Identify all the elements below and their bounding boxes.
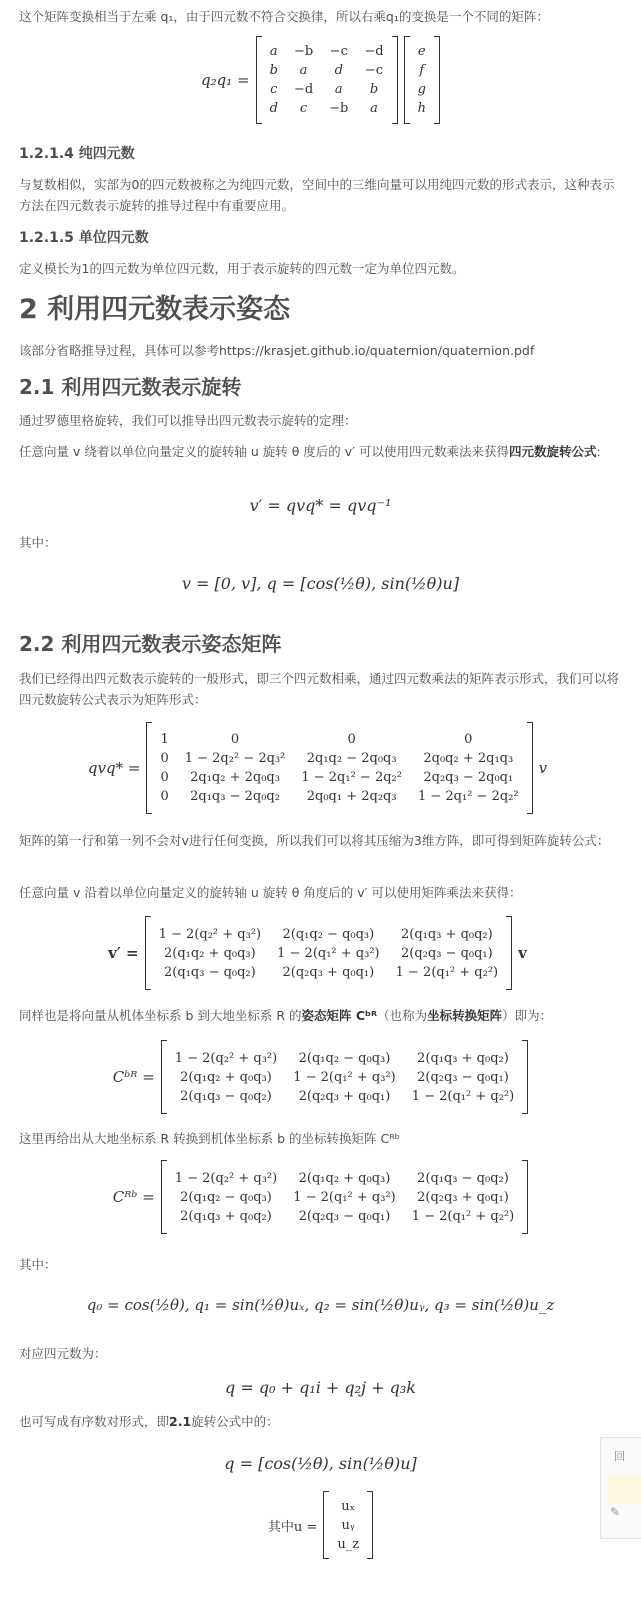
widget-panel[interactable] <box>608 1475 641 1503</box>
matrix-cell: g <box>417 82 426 97</box>
vector-efgh <box>410 42 434 118</box>
matrix-cell: u_z <box>337 1536 360 1552</box>
matrix-cell: 2(q₁q₃ + q₀q₂) <box>417 1050 509 1066</box>
crb-paragraph: 这里再给出从大地坐标系 R 转换到机体坐标系 b 的坐标转换矩阵 Cᴿᵇ <box>19 1131 401 1146</box>
matrix-cell: e <box>417 44 426 59</box>
where-label-1: 其中： <box>19 535 57 550</box>
reference-paragraph: 该部分省略推导过程，具体可以参考https://krasjet.github.io/quaternion/quaternion.pdf <box>19 343 535 358</box>
matrix-cell: 2(q₂q₃ − q₀q₁) <box>298 1208 391 1224</box>
matrix-cell: d <box>334 63 343 78</box>
matrix-cell: c <box>299 101 308 116</box>
matrix-cell: a <box>269 44 278 59</box>
matrix-row <box>152 768 526 787</box>
matrix-row <box>410 99 434 118</box>
matrix-cell: uᵧ <box>341 1517 355 1533</box>
matrix-cell: 1 − 2(q₁² + q₃²) <box>277 945 380 961</box>
matrix-row <box>410 61 434 80</box>
matrix-row <box>167 1068 523 1087</box>
matrix-cell: 0 <box>160 751 169 766</box>
matrix-row <box>151 944 507 963</box>
matrix-cell: a <box>334 82 343 97</box>
attitude-matrix-paragraph: 同样也是将向量从机体坐标系 b 到大地坐标系 R 的姿态矩阵 Cᵇᴿ（也称为坐标转换矩阵）即为： <box>19 1008 553 1023</box>
matrix-cell: −b <box>293 44 314 59</box>
matrix-cell: 2(q₂q₃ + q₀q₁) <box>298 1088 391 1104</box>
matrix-cell: 2q₁q₃ − 2q₀q₂ <box>190 789 280 804</box>
matrix-cell: d <box>269 101 278 116</box>
matrix-cell: a <box>299 63 308 78</box>
matrix-cell: 1 − 2(q₂² + q₃²) <box>158 926 262 942</box>
matrix-cell: 2(q₁q₂ − q₀q₃) <box>282 926 375 942</box>
matrix-cell: b <box>269 63 278 78</box>
matrix-qvq <box>152 730 526 806</box>
matrix-cell: 2(q₁q₂ + q₀q₃) <box>164 945 256 961</box>
matrix-cell: −c <box>329 44 348 59</box>
corresponding-quaternion-label: 对应四元数为： <box>19 1346 107 1361</box>
matrix-cell: 2(q₁q₃ + q₀q₂) <box>401 926 493 942</box>
matrix-row <box>167 1188 523 1207</box>
matrix-cell: 0 <box>347 732 356 747</box>
matrix-cell: −b <box>329 101 349 116</box>
equation-qvq-lhs: qvq* = <box>87 759 141 777</box>
matrix-cell: 2(q₁q₂ − q₀q₃) <box>180 1189 272 1205</box>
equation-u-lhs: 其中u = <box>267 1519 318 1535</box>
matrix-row <box>410 42 434 61</box>
equation-v-q: v = [0, v], q = [cos(½θ), sin(½θ)u] <box>181 574 460 593</box>
matrix-cell: c <box>270 82 278 97</box>
matrix-cell: 2(q₁q₂ + q₀q₃) <box>298 1170 391 1186</box>
matrix-cell: 2q₂q₃ − 2q₀q₁ <box>423 770 514 785</box>
matrix-cell: 1 − 2(q₂² + q₃²) <box>174 1050 278 1066</box>
matrix-cell: 0 <box>160 770 169 785</box>
equation-q2q1 <box>19 36 622 124</box>
matrix-row <box>167 1049 523 1068</box>
matrix-row <box>167 1207 523 1226</box>
vector-u <box>329 1497 367 1554</box>
matrix-row <box>262 99 392 118</box>
ordered-pair-paragraph: 也可写成有序数对形式，即2.1旋转公式中的： <box>19 1414 279 1429</box>
matrix-cell: 2(q₁q₃ − q₀q₂) <box>417 1170 509 1186</box>
matrix-cell: 2q₁q₂ − 2q₀q₃ <box>306 751 397 766</box>
matrix-row <box>167 1087 523 1106</box>
matrix-cell: 1 − 2(q₁² + q₂²) <box>395 964 499 980</box>
matrix-row <box>262 80 392 99</box>
matrix-cell: 2(q₁q₂ + q₀q₃) <box>180 1069 272 1085</box>
matrix-row <box>167 1169 523 1188</box>
pure-quaternion-paragraph: 与复数相似，实部为0的四元数被称之为纯四元数，空间中的三维向量可以用纯四元数的形式表示，这种表示方法在四元数表示旋转的推导过程中有重要应用。 <box>19 177 615 213</box>
matrix-row <box>152 730 526 749</box>
matrix-cell: 1 − 2q₂² − 2q₃² <box>184 751 286 766</box>
matrix-cell: uₓ <box>341 1498 356 1514</box>
matrix-cell: h <box>417 101 426 116</box>
matrix-cell: −d <box>364 44 384 59</box>
equation-q-components: q₀ = cos(½θ), q₁ = sin(½θ)uₓ, q₂ = sin(½θ)uᵧ, q₃ = sin(½θ)u_z <box>86 1296 555 1314</box>
matrix-cell: b <box>369 82 379 97</box>
matrix-cell: 1 − 2(q₁² + q₂²) <box>411 1088 515 1104</box>
section-2-2-title: 2.2 利用四元数表示姿态矩阵 <box>19 632 282 656</box>
equation-vprime-rhs: v <box>518 944 527 962</box>
matrix-4x4 <box>262 42 392 118</box>
matrix-cell: 2(q₂q₃ − q₀q₁) <box>417 1069 509 1085</box>
matrix-row <box>151 925 507 944</box>
matrix-rotation-3x3 <box>151 925 507 982</box>
matrix-cell: 1 <box>160 732 169 747</box>
matrix-cell: 2(q₁q₂ − q₀q₃) <box>298 1050 391 1066</box>
matrix-cell: 2(q₂q₃ + q₀q₁) <box>417 1189 509 1205</box>
matrix-row <box>329 1516 367 1535</box>
equation-crb-matrix <box>19 1160 622 1234</box>
section-2-title: 2 利用四元数表示姿态 <box>19 294 291 325</box>
matrix-cell: f <box>419 63 425 78</box>
equation-quaternion: q = q₀ + q₁i + q₂j + q₃k <box>225 1378 416 1397</box>
intro-paragraph: 这个矩阵变换相当于左乘 q₁，由于四元数不符合交换律，所以右乘q₁的变换是一个不同的矩阵： <box>19 9 549 24</box>
feedback-icon[interactable]: ✎ <box>610 1505 621 1519</box>
equation-u-vector <box>19 1491 622 1559</box>
equation-cbr-matrix <box>19 1040 622 1114</box>
heading-unit-quaternion: 1.2.1.5 单位四元数 <box>19 230 149 246</box>
matrix-cell: 2q₀q₁ + 2q₂q₃ <box>306 789 397 804</box>
equation-vprime-matrix <box>19 916 622 990</box>
matrix-cell: 0 <box>230 732 240 747</box>
matrix-row <box>152 787 526 806</box>
matrix-row <box>151 963 507 982</box>
matrix-row <box>262 42 392 61</box>
matrix-row <box>329 1535 367 1554</box>
matrix-cell: 1 − 2q₁² − 2q₂² <box>301 770 402 785</box>
equation-crb-lhs: Cᴿᵇ = <box>112 1188 155 1206</box>
matrix-cell: 2(q₁q₃ − q₀q₂) <box>164 964 256 980</box>
unit-quaternion-paragraph: 定义模长为1的四元数为单位四元数，用于表示旋转的四元数一定为单位四元数。 <box>19 261 465 276</box>
matrix-cell: 2q₁q₂ + 2q₀q₃ <box>190 770 280 785</box>
matrix-cell: 1 − 2(q₁² + q₂²) <box>411 1208 515 1224</box>
equation-cbr-lhs: Cᵇᴿ = <box>112 1068 155 1086</box>
matrix-cell: 0 <box>160 789 169 804</box>
equation-ordered-pair: q = [cos(½θ), sin(½θ)u] <box>224 1454 417 1473</box>
matrix-row <box>152 749 526 768</box>
matrix-cell: 2(q₂q₃ − q₀q₁) <box>401 945 493 961</box>
equation-qvq-rhs: v <box>538 759 548 777</box>
matrix-crb <box>167 1169 523 1226</box>
matrix-cell: 1 − 2(q₂² + q₃²) <box>174 1170 278 1186</box>
matrix-cell: −c <box>364 63 384 78</box>
matrix-cell: −d <box>293 82 314 97</box>
matrix-row <box>262 61 392 80</box>
matrix-cell: 0 <box>464 732 473 747</box>
matrix-cbr <box>167 1049 523 1106</box>
matrix-rotation-paragraph: 任意向量 v 沿着以单位向量定义的旋转轴 u 旋转 θ 角度后的 v′ 可以使用矩阵乘法来获得： <box>19 885 522 900</box>
matrix-cell: a <box>370 101 378 116</box>
matrix-cell: 1 − 2(q₁² + q₃²) <box>293 1189 396 1205</box>
equation-vprime-lhs: v′ = <box>108 944 139 962</box>
matrix-cell: 2(q₂q₃ + q₀q₁) <box>282 964 375 980</box>
equation-qvq-matrix <box>19 722 622 814</box>
matrix-cell: 2q₀q₂ + 2q₁q₃ <box>423 751 514 766</box>
matrix-cell: 2(q₁q₃ − q₀q₂) <box>180 1088 272 1104</box>
compress-matrix-paragraph: 矩阵的第一行和第一列不会对v进行任何变换，所以我们可以将其压缩为3维方阵，即可得到矩阵旋转公式： <box>19 833 610 848</box>
back-to-top-button[interactable]: 回 <box>614 1450 625 1463</box>
rodrigues-paragraph: 通过罗德里格旋转，我们可以推导出四元数表示旋转的定理： <box>19 413 357 428</box>
equation-rotation: v′ = qvq* = qvq⁻¹ <box>249 496 392 515</box>
equation-q2q1-lhs: q₂q₁ = <box>201 71 250 89</box>
heading-pure-quaternion: 1.2.1.4 纯四元数 <box>19 146 135 162</box>
matrix-cell: 2(q₁q₃ + q₀q₂) <box>180 1208 272 1224</box>
section-2-1-title: 2.1 利用四元数表示旋转 <box>19 375 242 399</box>
matrix-row <box>410 80 434 99</box>
matrix-row <box>329 1497 367 1516</box>
matrix-cell: 1 − 2(q₁² + q₃²) <box>293 1069 396 1085</box>
where-label-2: 其中： <box>19 1257 57 1272</box>
matrix-cell: 1 − 2q₁² − 2q₂² <box>417 789 519 804</box>
rotation-formula-paragraph: 任意向量 v 绕着以单位向量定义的旋转轴 u 旋转 θ 度后的 v′ 可以使用四元数乘法来获得四元数旋转公式: <box>19 444 601 459</box>
matrix-form-paragraph: 我们已经得出四元数表示旋转的一般形式，即三个四元数相乘，通过四元数乘法的矩阵表示形式，我们可以将四元数旋转公式表示为矩阵形式： <box>19 671 620 707</box>
